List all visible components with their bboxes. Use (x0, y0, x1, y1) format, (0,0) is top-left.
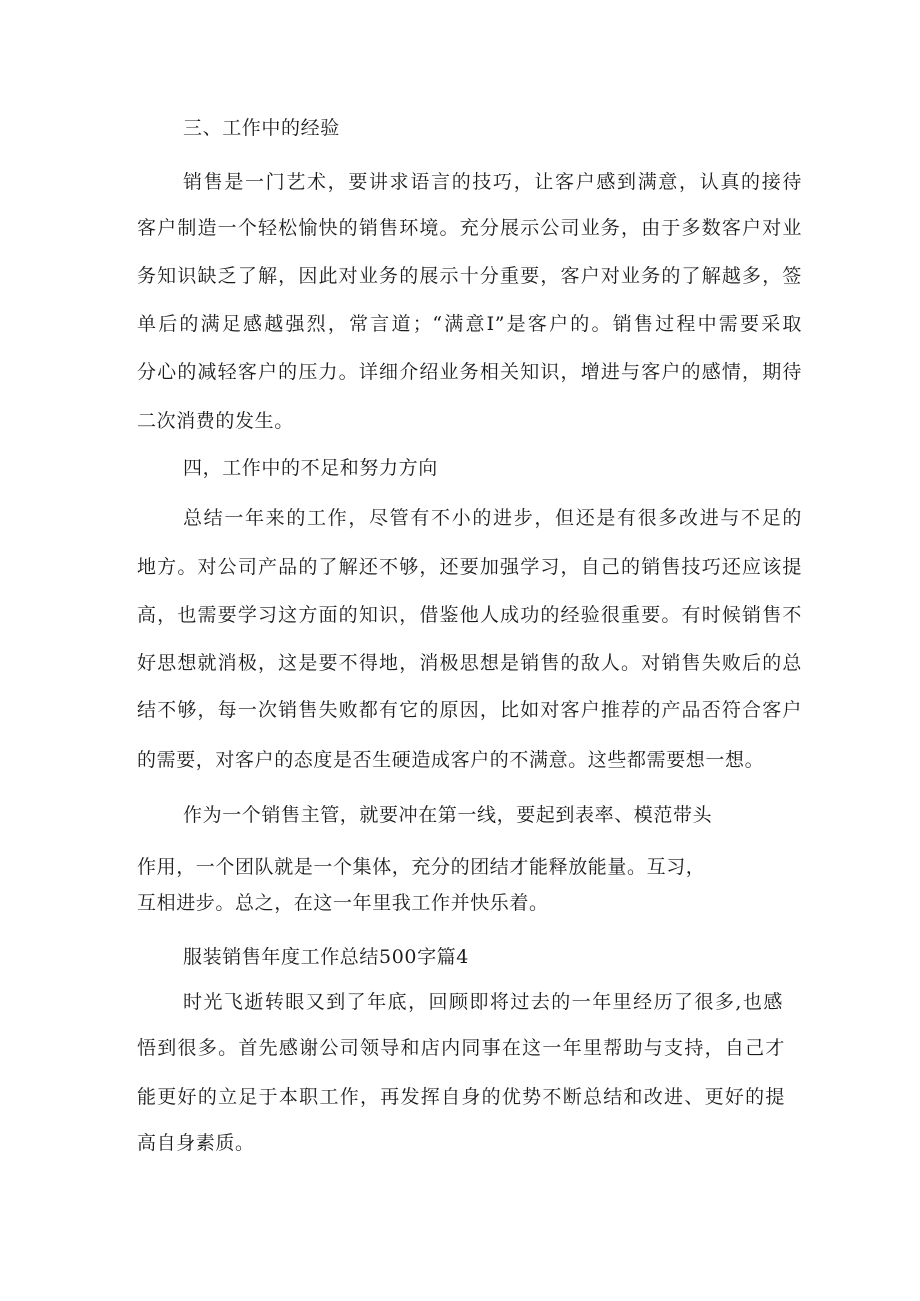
section-heading: 服装销售年度工作总结500字篇4 (183, 946, 469, 968)
paragraph-line: 销售是一门艺术，要讲求语言的技巧，让客户感到满意，认真的接待 (183, 171, 802, 193)
paragraph-line: 悟到很多。首先感谢公司领导和店内同事在这一年里帮助与支持，自己才 (137, 1037, 785, 1059)
paragraph-line: 高，也需要学习这方面的知识，借鉴他人成功的经验很重要。有时候销售不 (137, 604, 802, 626)
section-heading: 三、工作中的经验 (183, 117, 340, 139)
paragraph-line: 分心的减轻客户的压力。详细介绍业务相关知识，增进与客户的感情，期待 (137, 361, 802, 383)
paragraph-line: 高自身素质。 (137, 1132, 255, 1154)
paragraph-line: 二次消费的发生。 (137, 410, 294, 432)
paragraph-line: 时光飞逝转眼又到了年底，回顾即将过去的一年里经历了很多,也感 (183, 991, 783, 1013)
paragraph-line: 作为一个销售主管，就要冲在第一线，要起到表率、模范带头 (183, 804, 713, 826)
paragraph-line: 总结一年来的工作，尽管有不小的进步，但还是有很多改进与不足的 (183, 507, 802, 529)
paragraph-line: 好思想就消极，这是要不得地，消极思想是销售的敌人。对销售失败后的总 (137, 652, 802, 674)
section-heading: 四，工作中的不足和努力方向 (183, 457, 438, 479)
paragraph-line: 结不够，每一次销售失败都有它的原因，比如对客户推荐的产品否符合客户 (137, 699, 802, 721)
paragraph-line: 地方。对公司产品的了解还不够，还要加强学习，自己的销售技巧还应该提 (137, 556, 802, 578)
paragraph-line: 能更好的立足于本职工作，再发挥自身的优势不断总结和改进、更好的提 (137, 1086, 785, 1108)
paragraph-line: 作用，一个团队就是一个集体，充分的团结才能释放能量。互习， (137, 856, 706, 878)
paragraph-line: 的需要，对客户的态度是否生硬造成客户的不满意。这些都需要想一想。 (137, 749, 765, 771)
paragraph-line: 单后的满足感越强烈，常言道；“满意I”是客户的。销售过程中需要采取 (137, 313, 802, 335)
paragraph-line: 务知识缺乏了解，因此对业务的展示十分重要，客户对业务的了解越多，签 (137, 265, 802, 287)
paragraph-line: 互相进步。总之，在这一年里我工作并快乐着。 (137, 892, 549, 914)
paragraph-line: 客户制造一个轻松愉快的销售环境。充分展示公司业务，由于多数客户对业 (137, 217, 802, 239)
